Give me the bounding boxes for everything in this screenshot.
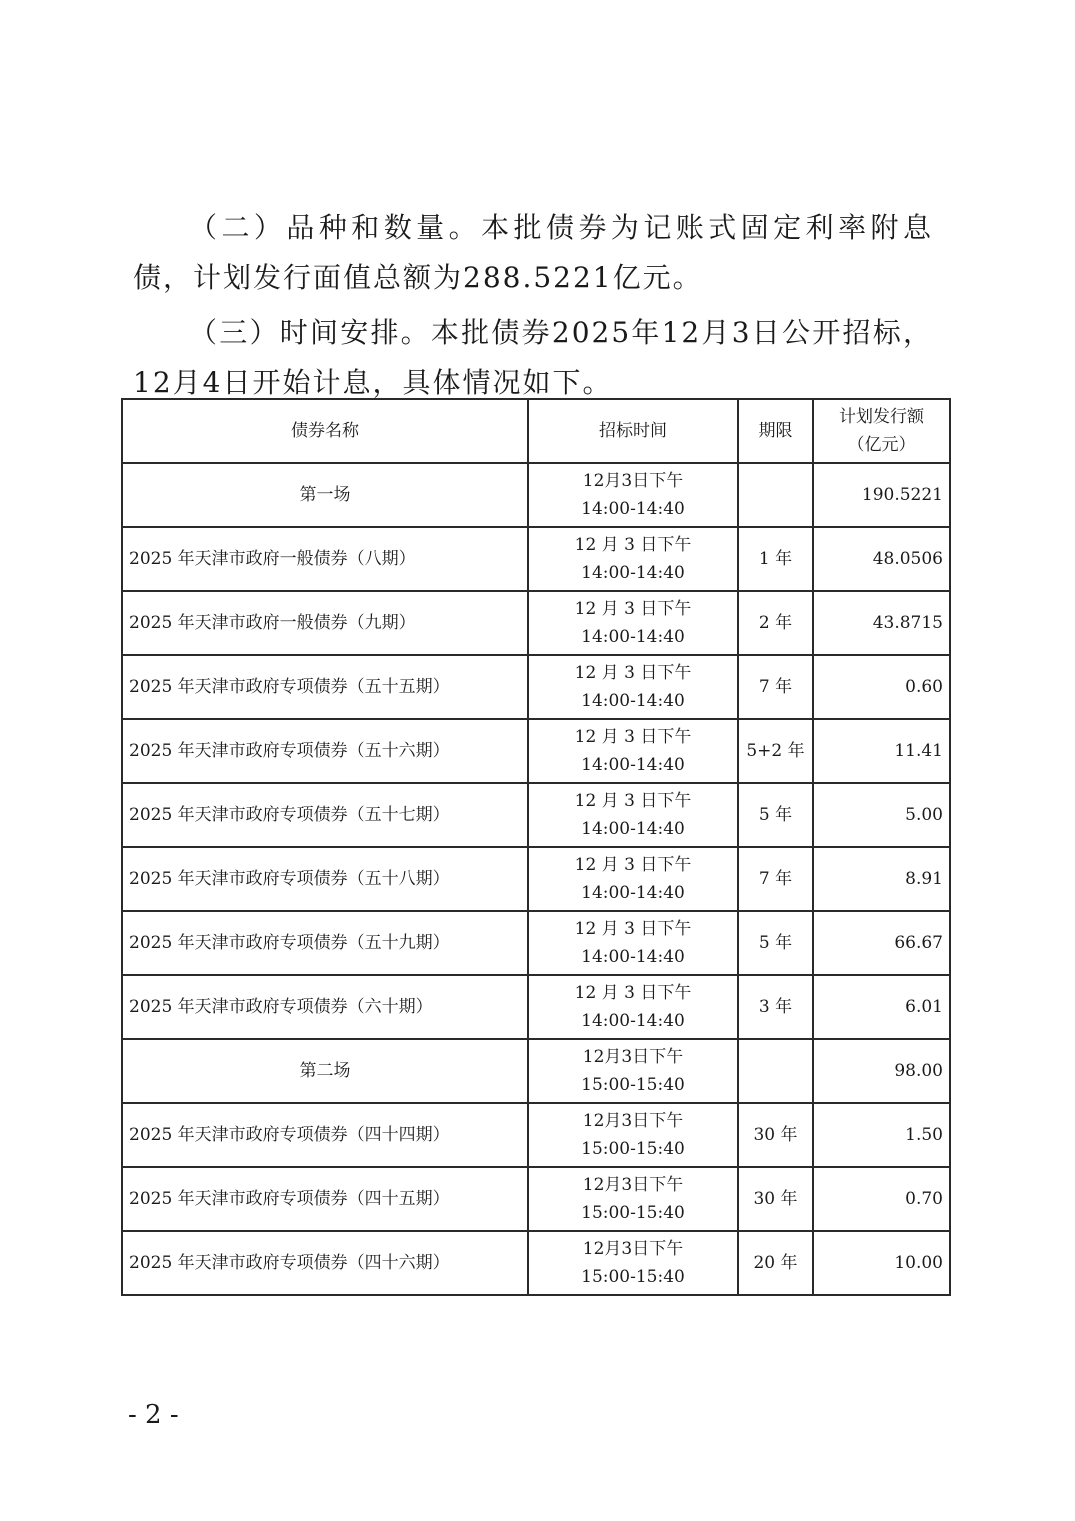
paragraph-time-schedule: （三）时间安排。本批债券2025年12月3日公开招标，12月4日开始计息，具体情况如下。 [133,316,933,399]
amount-cell: 98.00 [813,1039,950,1103]
bond-name-cell: 2025 年天津市政府一般债券（九期） [122,591,528,655]
auction-date: 12 月 3 日下午 [574,919,692,939]
term-cell: 7 年 [738,847,813,911]
table-row [122,847,950,911]
term-cell: 30 年 [738,1167,813,1231]
header-auction-time: 招标时间 [528,399,738,463]
term-cell: 5 年 [738,911,813,975]
table-row [122,719,950,783]
table-row [122,975,950,1039]
auction-window: 14:00-14:40 [581,1011,685,1031]
amount-cell: 43.8715 [813,591,950,655]
bond-name-cell: 2025 年天津市政府一般债券（八期） [122,527,528,591]
auction-window: 14:00-14:40 [581,883,685,903]
auction-date: 12月3日下午 [582,1175,684,1195]
table-row [122,1103,950,1167]
auction-time-cell [528,847,738,911]
auction-time-cell [528,591,738,655]
term-cell: 1 年 [738,527,813,591]
auction-date: 12 月 3 日下午 [574,599,692,619]
auction-window: 14:00-14:40 [581,691,685,711]
table-row [122,1231,950,1295]
auction-window: 15:00-15:40 [581,1075,685,1095]
bond-name-cell: 2025 年天津市政府专项债券（五十五期） [122,655,528,719]
bond-name-cell: 2025 年天津市政府专项债券（四十五期） [122,1167,528,1231]
amount-cell: 8.91 [813,847,950,911]
header-bond-name: 债券名称 [122,399,528,463]
term-cell: 2 年 [738,591,813,655]
auction-time-cell [528,527,738,591]
auction-time-cell [528,1039,738,1103]
amount-cell: 10.00 [813,1231,950,1295]
table-row [122,783,950,847]
auction-time-cell [528,463,738,527]
term-cell: 30 年 [738,1103,813,1167]
auction-window: 15:00-15:40 [581,1139,685,1159]
auction-window: 15:00-15:40 [581,1203,685,1223]
auction-window: 14:00-14:40 [581,627,685,647]
auction-time-cell [528,783,738,847]
table-row [122,591,950,655]
auction-date: 12 月 3 日下午 [574,983,692,1003]
auction-time-cell [528,1231,738,1295]
term-cell: 7 年 [738,655,813,719]
amount-cell: 66.67 [813,911,950,975]
auction-window: 14:00-14:40 [581,563,685,583]
bond-name-cell: 2025 年天津市政府专项债券（六十期） [122,975,528,1039]
table-row [122,1167,950,1231]
bond-name-cell: 2025 年天津市政府专项债券（五十六期） [122,719,528,783]
header-amount-label: 计划发行额 [839,407,924,427]
table-header-row [122,399,950,463]
auction-date: 12 月 3 日下午 [574,535,692,555]
auction-date: 12 月 3 日下午 [574,727,692,747]
bond-name-cell: 2025 年天津市政府专项债券（五十七期） [122,783,528,847]
auction-time-cell [528,975,738,1039]
header-term: 期限 [738,399,813,463]
session-row [122,463,950,527]
auction-window: 15:00-15:40 [581,1267,685,1287]
bond-name-cell: 第二场 [122,1039,528,1103]
auction-date: 12月3日下午 [582,1111,684,1131]
table-row [122,911,950,975]
table-row [122,527,950,591]
term-cell: 5 年 [738,783,813,847]
header-planned-amount [813,399,950,463]
auction-time-cell [528,1167,738,1231]
auction-window: 14:00-14:40 [581,819,685,839]
term-cell: 5+2 年 [738,719,813,783]
term-cell: 3 年 [738,975,813,1039]
amount-cell: 0.70 [813,1167,950,1231]
auction-window: 14:00-14:40 [581,755,685,775]
term-cell: 20 年 [738,1231,813,1295]
amount-cell: 5.00 [813,783,950,847]
auction-date: 12月3日下午 [582,1239,684,1259]
amount-cell: 1.50 [813,1103,950,1167]
bond-name-cell: 2025 年天津市政府专项债券（四十六期） [122,1231,528,1295]
session-row [122,1039,950,1103]
header-amount-unit: （亿元） [847,435,916,455]
amount-cell: 11.41 [813,719,950,783]
auction-time-cell [528,1103,738,1167]
auction-window: 14:00-14:40 [581,947,685,967]
term-cell [738,463,813,527]
auction-time-cell [528,719,738,783]
bond-name-cell: 第一场 [122,463,528,527]
auction-date: 12 月 3 日下午 [574,791,692,811]
auction-date: 12 月 3 日下午 [574,663,692,683]
table-row [122,655,950,719]
bond-issuance-table [121,398,951,1296]
amount-cell: 190.5221 [813,463,950,527]
bond-name-cell: 2025 年天津市政府专项债券（四十四期） [122,1103,528,1167]
auction-time-cell [528,655,738,719]
bond-name-cell: 2025 年天津市政府专项债券（五十八期） [122,847,528,911]
amount-cell: 48.0506 [813,527,950,591]
paragraph-variety-quantity: （二）品种和数量。本批债券为记账式固定利率附息债，计划发行面值总额为288.5221亿元。 [133,211,933,294]
page-number: - 2 - [128,1400,179,1430]
term-cell [738,1039,813,1103]
auction-date: 12月3日下午 [582,471,684,491]
bond-name-cell: 2025 年天津市政府专项债券（五十九期） [122,911,528,975]
auction-time-cell [528,911,738,975]
auction-date: 12 月 3 日下午 [574,855,692,875]
auction-window: 14:00-14:40 [581,499,685,519]
amount-cell: 6.01 [813,975,950,1039]
amount-cell: 0.60 [813,655,950,719]
auction-date: 12月3日下午 [582,1047,684,1067]
